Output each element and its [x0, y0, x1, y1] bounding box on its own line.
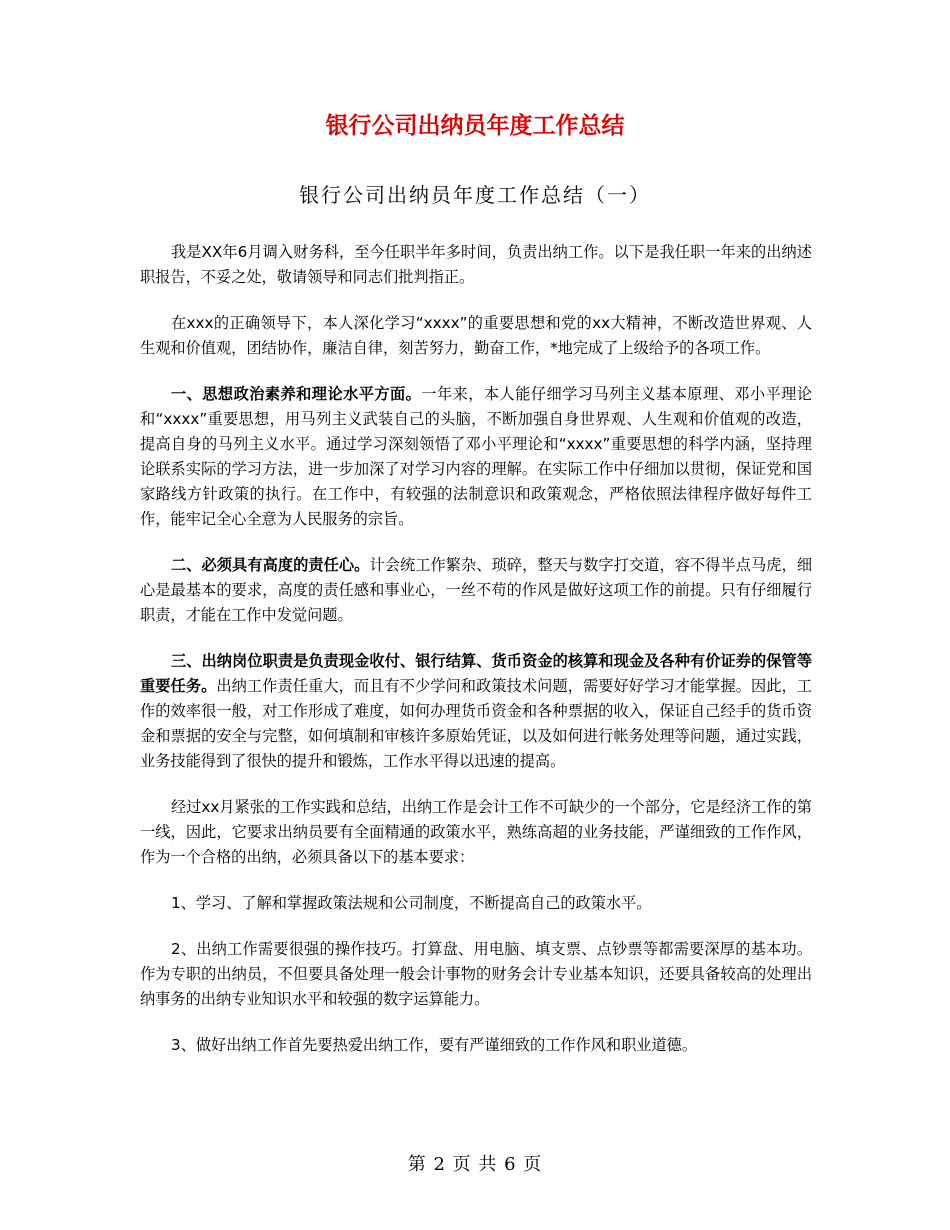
page-number-footer: 第 2 页 共 6 页 [407, 1154, 543, 1175]
document-body [140, 240, 812, 1079]
paragraph-text: 出纳工作责任重大，而且有不少学问和政策技术问题，需要好好学习才能掌握。因此，工作的效率很一般，对工作形成了难度，如何办理货币资金和各种票据的收入，保证自己经手的货币资金和票据的安全与完整，如何填制和审核许多原始凭证，以及如何进行帐务处理等问题，通过实践，业务技能得到了很快的提升和锻炼，工作水平得以迅速的提高。 [140, 677, 813, 770]
paragraph-heading: 一、思想政治素养和理论水平方面。 [171, 385, 422, 403]
paragraph-heading: 三、出纳岗位职责是负责现金收付、银行结算、货币资金的核算和现金及各种有价证券的保管等重要任务。 [140, 652, 812, 695]
paragraph [140, 553, 812, 628]
document-title: 银行公司出纳员年度工作总结 [325, 113, 625, 139]
list-item [140, 1033, 812, 1058]
paragraph [140, 649, 812, 774]
list-item-text: 3、做好出纳工作首先要热爱出纳工作，要有严谨细致的工作作风和职业道德。 [171, 1036, 698, 1054]
paragraph-text: 计会统工作繁杂、琐碎，整天与数字打交道，容不得半点马虎，细心是最基本的要求，高度的责任感和事业心，一丝不苟的作风是做好这项工作的前提。只有仔细履行职责，才能在工作中发觉问题。 [140, 556, 813, 624]
list-item-text: 2、出纳工作需要很强的操作技巧。打算盘、用电脑、填支票、点钞票等都需要深厚的基本功。作为专职的出纳员，不但要具备处理一般会计事物的财务会计专业基本知识，还要具备较高的处理出纳事务的出纳专业知识水平和较强的数字运算能力。 [140, 940, 812, 1008]
document-subtitle: 银行公司出纳员年度工作总结（一） [299, 183, 651, 207]
paragraph [140, 795, 812, 870]
paragraph-heading: 二、必须具有高度的责任心。 [171, 556, 370, 574]
paragraph [140, 311, 812, 361]
paragraph-text: 一年来，本人能仔细学习马列主义基本原理、邓小平理论和“xxxx”重要思想，用马列主义武装自己的头脑，不断加强自身世界观、人生观和价值观的改造，提高自身的马列主义水平。通过学习深刻领悟了邓小平理论和“xxxx”重要思想的科学内涵，坚持理论联系实际的学习方法，进一步加深了对学习内容的理解。在实际工作中仔细加以贯彻，保证党和国家路线方针政策的执行。在工作中，有较强的法制意识和政策观念，严格依照法律程序做好每件工作，能牢记全心全意为人民服务的宗旨。 [140, 385, 813, 528]
paragraph [140, 382, 812, 532]
list-item-text: 1、学习、了解和掌握政策法规和公司制度，不断提高自己的政策水平。 [171, 894, 652, 912]
list-item [140, 891, 812, 916]
paragraph-text: 在xxx的正确领导下，本人深化学习“xxxx”的重要思想和党的xx大精神，不断改造世界观、人生观和价值观，团结协作，廉洁自律，刻苦努力，勤奋工作，*地完成了上级给予的各项工作。 [140, 314, 812, 357]
list-item [140, 937, 812, 1012]
paragraph-text: 我是XX年6月调入财务科，至今任职半年多时间，负责出纳工作。以下是我任职一年来的出纳述职报告，不妥之处，敬请领导和同志们批判指正。 [140, 243, 812, 286]
paragraph [140, 240, 812, 290]
paragraph-text: 经过xx月紧张的工作实践和总结，出纳工作是会计工作不可缺少的一个部分，它是经济工作的第一线，因此，它要求出纳员要有全面精通的政策水平，熟练高超的业务技能，严谨细致的工作作风，作为一个合格的出纳，必须具备以下的基本要求： [140, 798, 812, 866]
